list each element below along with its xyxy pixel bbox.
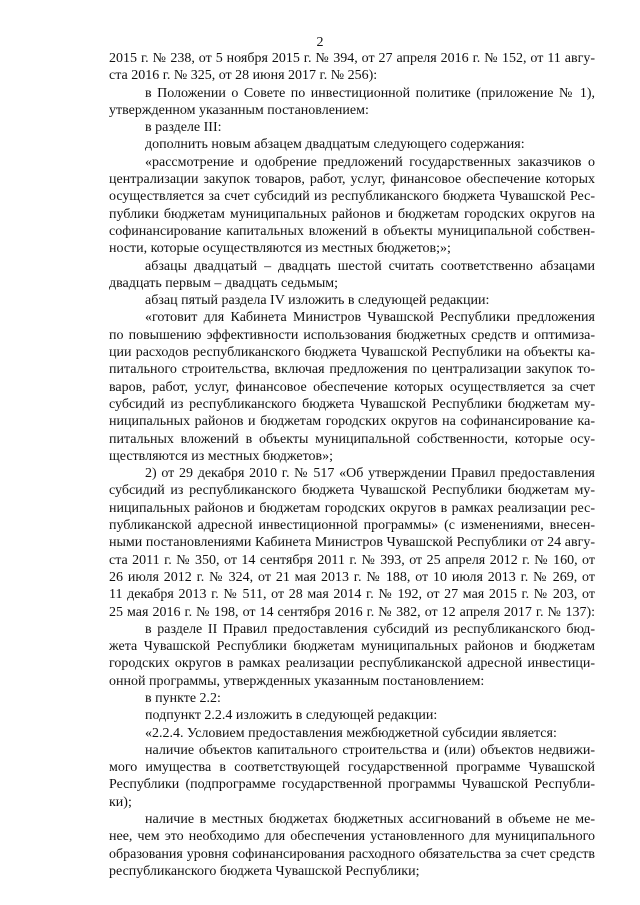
text-line: в разделе II Правил предоставления субсидий из республиканского бюд- xyxy=(145,621,595,637)
text-line: абзац пятый раздела IV изложить в следующей редакции: xyxy=(145,293,490,309)
text-line: субсидий из республиканского бюджета Чувашской Республики бюджетам му- xyxy=(109,396,595,412)
text-line: ки); xyxy=(109,794,132,810)
text-line: публики бюджетам муниципальных районов и бюджетам городских округов на xyxy=(109,206,595,222)
text-line: ции расходов республиканского бюджета Чувашской Республики на объекты ка- xyxy=(109,345,595,361)
text-line: 2) от 29 декабря 2010 г. № 517 «Об утверждении Правил предоставления xyxy=(145,466,595,482)
text-line: Республики (подпрограмме государственной программы Чувашской Республи- xyxy=(109,777,595,793)
text-line: республиканского бюджета Чувашской Республики; xyxy=(109,863,420,879)
text-line: «готовит для Кабинета Министров Чувашской Республики предложения xyxy=(145,310,595,326)
text-line: софинансирование капитальных вложений в объекты муниципальной собствен- xyxy=(109,223,595,239)
text-line: питального строительства, включая предложения по централизации закупок то- xyxy=(109,362,595,378)
text-line: по повышению эффективности использования бюджетных средств и оптимиза- xyxy=(109,327,595,343)
text-line: ществляются из местных бюджетов»; xyxy=(109,448,334,464)
text-line: дополнить новым абзацем двадцатым следующего содержания: xyxy=(145,137,525,153)
text-line: питальных вложений в объекты муниципальной собственности, которые осу- xyxy=(109,431,595,447)
text-line: в Положении о Совете по инвестиционной политике (приложение № 1), xyxy=(145,85,595,101)
text-line: подпункт 2.2.4 изложить в следующей редакции: xyxy=(145,708,438,724)
text-line: субсидий из республиканского бюджета Чувашской Республики бюджетам му- xyxy=(109,483,595,499)
text-line: образования уровня софинансирования расходного обязательства за счет средств xyxy=(109,846,595,862)
text-line: «рассмотрение и одобрение предложений государственных заказчиков о xyxy=(145,154,595,170)
text-line: нее, чем это необходимо для обеспечения установленного для муниципального xyxy=(109,829,595,845)
text-line: в пункте 2.2: xyxy=(145,690,221,706)
text-line: жета Чувашской Республики бюджетам муниципальных районов и бюджетам xyxy=(109,639,595,655)
text-line: 25 мая 2016 г. № 198, от 14 сентября 2016 г. № 382, от 12 апреля 2017 г. № 137): xyxy=(109,604,595,620)
text-line: наличие в местных бюджетах бюджетных ассигнований в объеме не ме- xyxy=(145,812,595,828)
text-line: централизации закупок товаров, работ, услуг, финансовое обеспечение которых xyxy=(109,172,595,188)
text-line: 11 декабря 2013 г. № 511, от 28 мая 2014 г. № 192, от 27 мая 2015 г. № 203, от xyxy=(109,587,595,603)
text-line: ниципальных районов и бюджетам городских округов на софинансирование ка- xyxy=(109,414,595,430)
text-line: утвержденном указанным постановлением: xyxy=(109,102,369,118)
text-line: 26 июля 2012 г. № 324, от 21 мая 2013 г. № 188, от 10 июля 2013 г. № 269, от xyxy=(109,569,595,585)
text-line: осуществляется за счет субсидий из республиканского бюджета Чувашской Рес- xyxy=(109,189,595,205)
document-body xyxy=(109,50,595,880)
text-line: городских округов в рамках реализации республиканской адресной инвестици- xyxy=(109,656,595,672)
text-line: варов, работ, услуг, финансовое обеспечение которых осуществляется за счет xyxy=(109,379,595,395)
text-line: двадцать первым – двадцать седьмым; xyxy=(109,275,338,291)
page-number: 2 xyxy=(316,35,324,50)
text-line: в разделе III: xyxy=(145,120,222,136)
text-line: ста 2016 г. № 325, от 28 июня 2017 г. № 256): xyxy=(109,68,378,84)
text-line: ниципальных районов и бюджетам городских округов в рамках реализации рес- xyxy=(109,500,595,516)
text-line: «2.2.4. Условием предоставления межбюджетной субсидии является: xyxy=(145,725,557,741)
text-line: мого имущества в соответствующей государственной программе Чувашской xyxy=(109,760,595,776)
text-line: публиканской адресной инвестиционной программы» (с изменениями, внесен- xyxy=(109,518,595,534)
text-line: ности, которые осуществляются из местных бюджетов;»; xyxy=(109,241,451,257)
text-line: ными постановлениями Кабинета Министров Чувашской Республики от 24 авгу- xyxy=(109,535,595,551)
text-line: онной программы, утвержденных указанным постановлением: xyxy=(109,673,485,689)
text-line: ста 2011 г. № 350, от 14 сентября 2011 г. № 393, от 25 апреля 2012 г. № 160, от xyxy=(109,552,595,568)
text-line: наличие объектов капитального строительства и (или) объектов недвижи- xyxy=(145,742,595,758)
text-line: абзацы двадцатый – двадцать шестой считать соответственно абзацами xyxy=(145,258,595,274)
text-line: 2015 г. № 238, от 5 ноября 2015 г. № 394, от 27 апреля 2016 г. № 152, от 11 авгу- xyxy=(109,51,595,66)
